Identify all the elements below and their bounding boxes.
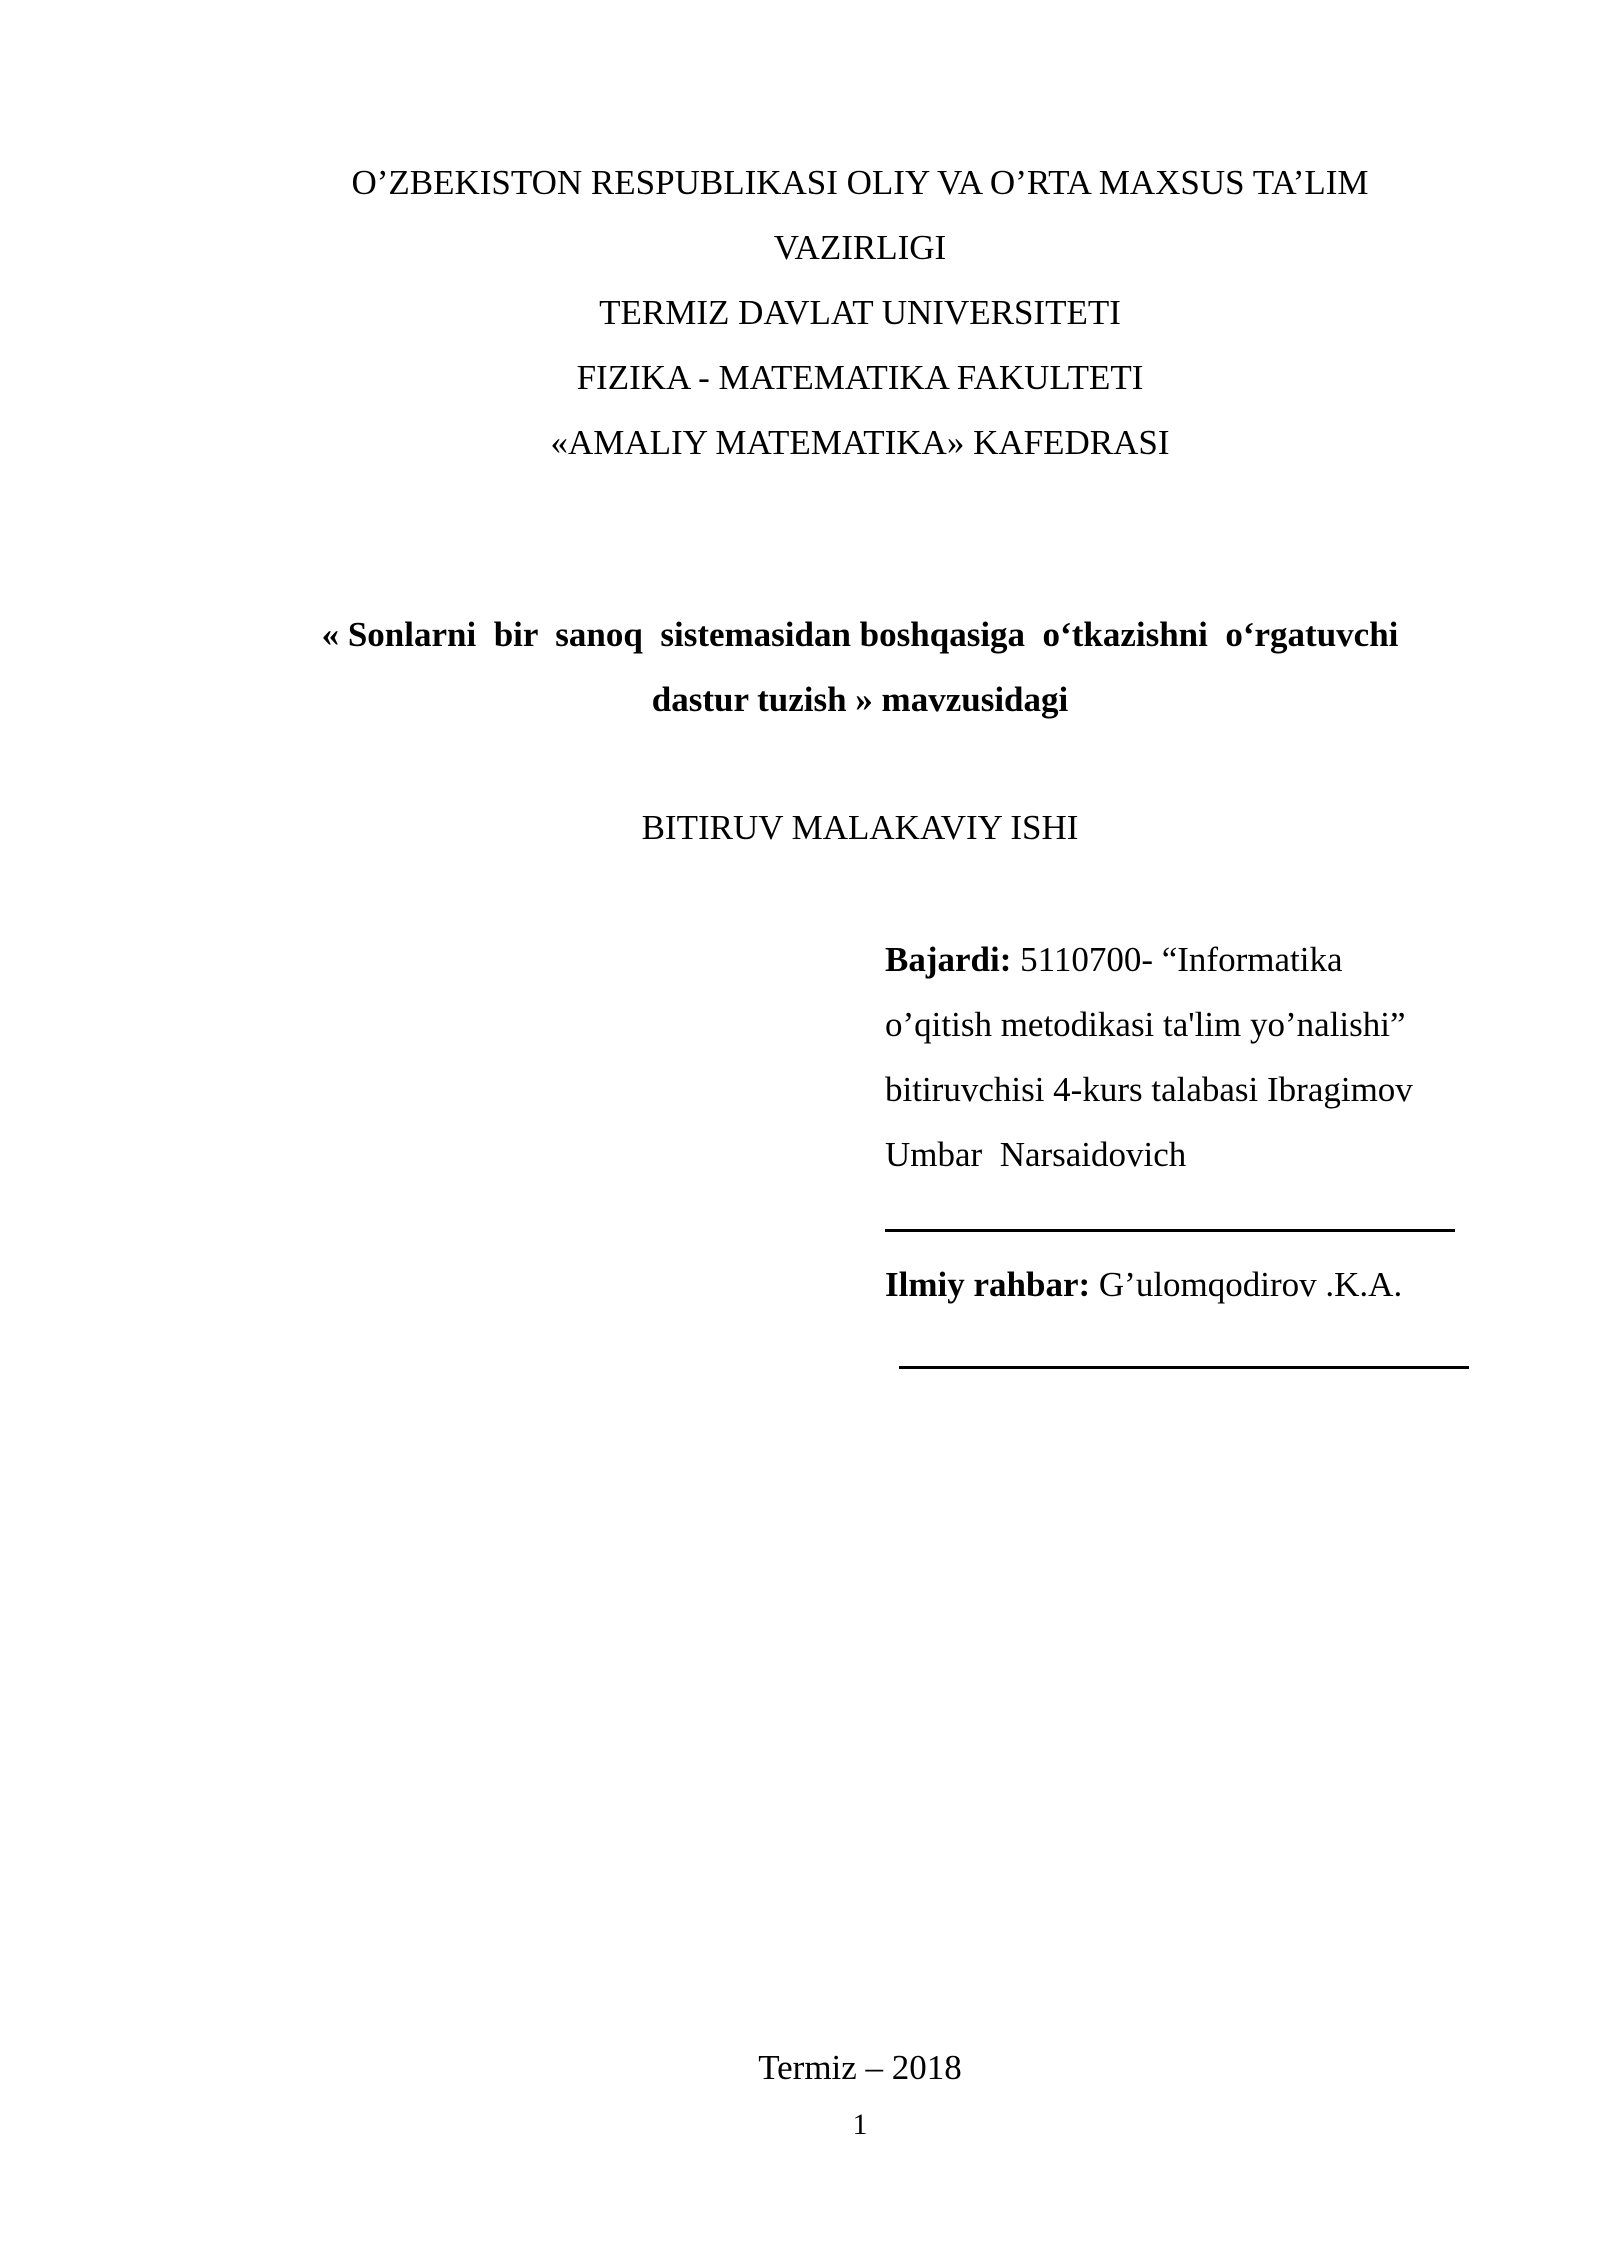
- city-year: Termiz – 2018: [758, 2048, 962, 2087]
- author-program: 5110700- “Informatika: [1011, 940, 1343, 979]
- thesis-title-line-2: dastur tuzish » mavzusidagi: [651, 680, 1069, 719]
- institution-header: [260, 150, 1460, 475]
- university-name: TERMIZ DAVLAT UNIVERSITETI: [599, 293, 1121, 332]
- author-signature-line: [885, 1229, 1455, 1232]
- ministry-name-line-2: VAZIRLIGI: [773, 228, 947, 267]
- thesis-title: [260, 602, 1460, 732]
- supervisor-label: Ilmiy rahbar:: [885, 1265, 1091, 1304]
- author-info-block: [885, 927, 1485, 1317]
- faculty-name: FIZIKA - MATEMATIKA FAKULTETI: [576, 358, 1144, 397]
- supervisor-line: [885, 1252, 1485, 1317]
- author-name: Umbar Narsaidovich: [885, 1135, 1187, 1174]
- supervisor-signature-line: [899, 1366, 1469, 1369]
- author-line-1: [885, 927, 1485, 992]
- author-line-spacer: [885, 1187, 1485, 1252]
- work-type: BITIRUV MALAKAVIY ISHI: [641, 808, 1079, 847]
- author-line-2: o’qitish metodikasi ta'lim yo’nalishi”: [885, 1005, 1406, 1044]
- department-name: «AMALIY MATEMATIKA» KAFEDRASI: [550, 423, 1170, 462]
- page-number: 1: [852, 2108, 868, 2141]
- supervisor-name: G’ulomqodirov .K.A.: [1090, 1265, 1403, 1304]
- ministry-name-line-1: O’ZBEKISTON RESPUBLIKASI OLIY VA O’RTA MAXSUS TA’LIM: [351, 163, 1369, 202]
- author-line-3: bitiruvchisi 4-kurs talabasi Ibragimov: [885, 1070, 1413, 1109]
- author-label: Bajardi:: [885, 940, 1012, 979]
- thesis-title-line-1: « Sonlarni bir sanoq sistemasidan boshqasiga o‘tkazishni o‘rgatuvchi: [321, 615, 1399, 654]
